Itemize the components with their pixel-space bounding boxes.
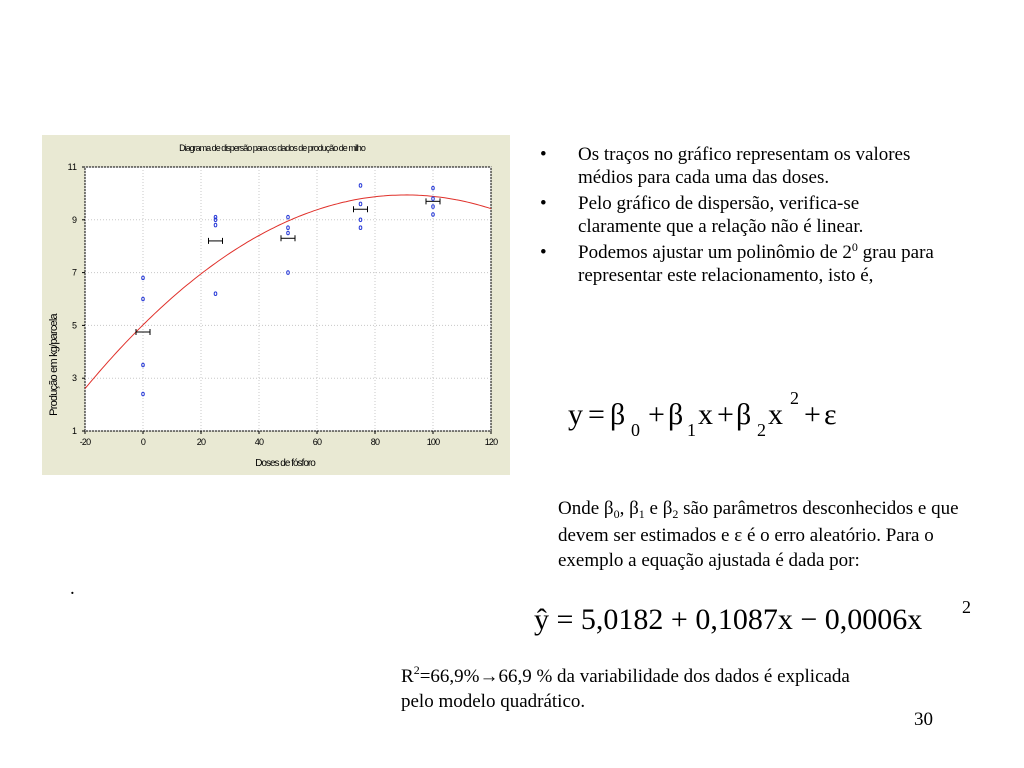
text: =66,9%: [419, 666, 480, 687]
y-tick-label: 7: [71, 267, 77, 278]
eq-beta1: β: [668, 398, 684, 431]
eq-x1: x: [698, 398, 713, 431]
page-number: 30: [914, 709, 933, 730]
text: é o erro aleatório. Para o exemplo a equação ajustada é dada por:: [558, 525, 934, 571]
eq-plus: +: [717, 398, 734, 431]
x-tick-label: 40: [254, 437, 264, 447]
x-tick-label: 20: [196, 437, 206, 447]
x-tick-label: -20: [79, 437, 91, 447]
parameters-paragraph: [558, 496, 968, 573]
eq-x2: x: [768, 398, 783, 431]
text: Onde: [558, 498, 604, 519]
beta-symbol: β: [662, 498, 673, 519]
eq-equals: =: [588, 398, 605, 431]
text: 66,9 % da variabilidade dos dados é explicada pelo modelo quadrático.: [401, 666, 850, 712]
bullet-glyph: •: [540, 144, 547, 165]
bullet-glyph: •: [540, 242, 547, 263]
subscript: 0: [613, 507, 620, 521]
y-tick-label: 11: [67, 162, 77, 172]
eq-y: y: [568, 398, 583, 431]
superscript: 0: [851, 240, 858, 254]
x-axis-label: Doses de fósforo: [255, 458, 315, 469]
y-tick-label: 1: [71, 426, 77, 436]
y-tick-label: 3: [71, 373, 77, 384]
bullet-item: [540, 241, 940, 287]
x-tick-label: 100: [426, 437, 440, 447]
y-tick-label: 5: [71, 320, 77, 331]
x-tick-label: 120: [484, 437, 498, 447]
y-axis-label: Produção em kg/parcela: [48, 314, 60, 416]
beta-symbol: β: [629, 498, 639, 519]
subscript: 2: [672, 507, 679, 521]
x-tick-label: 0: [140, 437, 146, 447]
eq-exponent: 2: [790, 388, 799, 408]
text: R: [401, 666, 414, 687]
arrow-icon: →: [479, 666, 499, 687]
bullet-glyph: •: [540, 193, 547, 214]
fitted-equation-text: ŷ = 5,0182 + 0,1087x − 0,0006x: [534, 603, 923, 636]
text: e: [644, 498, 663, 519]
x-tick-label: 80: [370, 437, 380, 447]
bullet-list: [540, 143, 940, 290]
bullet-text: grau para representar este relacionamento, isto é,: [578, 242, 934, 286]
fitted-equation-exponent: 2: [962, 597, 971, 617]
eq-sub0: 0: [631, 420, 640, 440]
eq-sub1: 1: [687, 420, 696, 440]
epsilon-symbol: ε: [734, 525, 743, 546]
bullet-text: Pelo gráfico de dispersão, verifica-se claramente que a relação não é linear.: [578, 193, 864, 237]
eq-beta0: β: [610, 398, 626, 431]
bullet-text: Os traços no gráfico representam os valores médios para cada uma das doses.: [578, 144, 911, 188]
model-equation: [568, 390, 868, 450]
fitted-equation: [534, 597, 994, 653]
plot-area: [85, 167, 491, 431]
eq-beta2: β: [736, 398, 752, 431]
subscript: 1: [638, 507, 645, 521]
eq-plus: +: [648, 398, 665, 431]
r-squared-statement: [401, 664, 861, 714]
bullet-item: [540, 143, 940, 189]
text: são parâmetros desconhecidos e que devem ser estimados e: [558, 498, 959, 546]
x-tick-label: 60: [312, 437, 322, 447]
beta-symbol: β: [603, 498, 614, 519]
bullet-item: [540, 192, 940, 238]
chart-title: Diagrama de dispersão para os dados de produção de milho: [179, 143, 365, 153]
eq-sub2: 2: [757, 420, 766, 440]
scatter-chart-panel: [42, 135, 510, 475]
bullet-text: Podemos ajustar um polinômio de 2: [578, 242, 852, 263]
scatter-chart: [42, 135, 510, 475]
text: ,: [619, 498, 630, 519]
superscript: 2: [413, 663, 420, 677]
eq-epsilon: ε: [824, 398, 837, 431]
stray-mark: .: [70, 578, 75, 599]
y-tick-label: 9: [71, 214, 77, 225]
eq-plus: +: [804, 398, 821, 431]
